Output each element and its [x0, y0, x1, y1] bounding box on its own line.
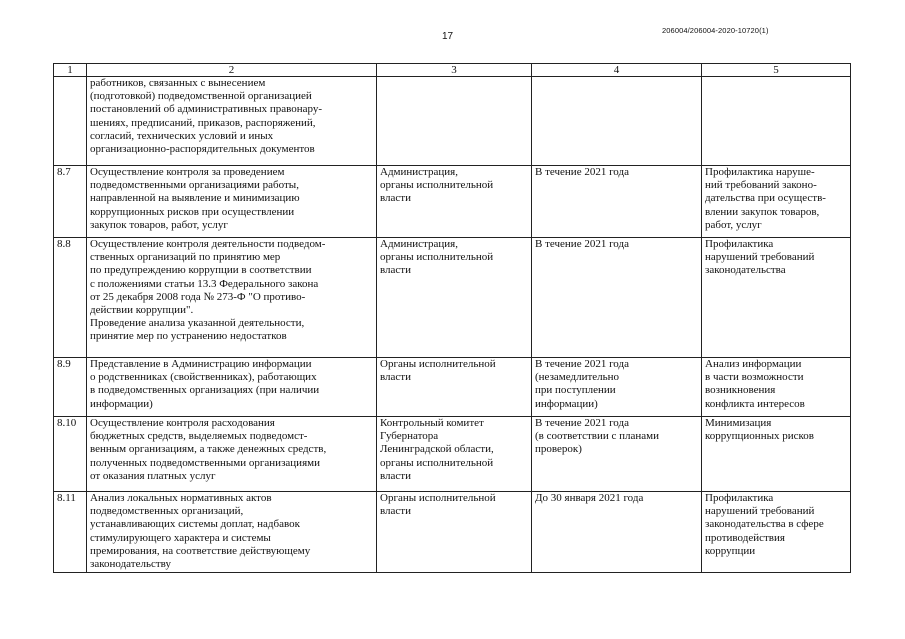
row-number: 8.7 [54, 166, 87, 238]
row-executor [377, 77, 532, 166]
row-action: Представление в Администрацию информации о родственниках (свойственниках), работающих в подведомственных организациях (при наличии информации) [87, 358, 377, 417]
row-result: Профилактика наруше- ний требований законо- дательства при осуществ- влении закупок товаров, работ, услуг [702, 166, 851, 238]
row-executor: Контрольный комитет Губернатора Ленинградской области, органы исполнительной власти [377, 417, 532, 492]
row-term: В течение 2021 года (незамедлительно при поступлении информации) [532, 358, 702, 417]
row-executor: Администрация, органы исполнительной власти [377, 238, 532, 358]
row-result: Минимизация коррупционных рисков [702, 417, 851, 492]
table-row [54, 492, 851, 573]
row-term: В течение 2021 года (в соответствии с планами проверок) [532, 417, 702, 492]
row-executor: Администрация, органы исполнительной власти [377, 166, 532, 238]
table-row [54, 77, 851, 166]
row-term: До 30 января 2021 года [532, 492, 702, 573]
measures-table [53, 63, 851, 573]
table-row [54, 417, 851, 492]
row-executor: Органы исполнительной власти [377, 492, 532, 573]
row-action: Осуществление контроля деятельности подведом- ственных организаций по принятию мер по предупреждению коррупции в соответствии с положениями статьи 13.3 Федерального закона от 25 декабря 2008 года № 273-Ф "О противо- действии коррупции". Проведение анализа указанной деятельности, принятие мер по устранению недостатков [87, 238, 377, 358]
table-row [54, 166, 851, 238]
row-action: Осуществление контроля за проведением подведомственными организациями работы, направленной на выявление и минимизацию коррупционных рисков при осуществлении закупок товаров, работ, услуг [87, 166, 377, 238]
row-term: В течение 2021 года [532, 238, 702, 358]
table-header-row [54, 64, 851, 77]
row-result: Профилактика нарушений требований законодательства в сфере противодействия коррупции [702, 492, 851, 573]
row-result [702, 77, 851, 166]
row-action: Осуществление контроля расходования бюджетных средств, выделяемых подведомст- венным организациям, а также денежных средств, полученных подведомственными организациями от оказания платных услуг [87, 417, 377, 492]
row-number: 8.9 [54, 358, 87, 417]
table-row [54, 238, 851, 358]
column-header: 2 [87, 64, 377, 77]
column-header: 4 [532, 64, 702, 77]
row-action: Анализ локальных нормативных актов подведомственных организаций, устанавливающих системы доплат, надбавок стимулирующего характера и системы премирования, на соответствие действующему законодательству [87, 492, 377, 573]
row-result: Анализ информации в части возможности возникновения конфликта интересов [702, 358, 851, 417]
row-action: работников, связанных с вынесением (подготовкой) подведомственной организацией постановлений об административных правонару- шениях, предписаний, приказов, распоряжений, согласий, технических условий и иных организационно-распорядительных документов [87, 77, 377, 166]
table-row [54, 358, 851, 417]
row-term [532, 77, 702, 166]
row-number: 8.10 [54, 417, 87, 492]
column-header: 3 [377, 64, 532, 77]
row-result: Профилактика нарушений требований законодательства [702, 238, 851, 358]
row-number [54, 77, 87, 166]
row-number: 8.8 [54, 238, 87, 358]
row-number: 8.11 [54, 492, 87, 573]
row-term: В течение 2021 года [532, 166, 702, 238]
page-number: 17 [442, 31, 454, 42]
column-header: 1 [54, 64, 87, 77]
row-executor: Органы исполнительной власти [377, 358, 532, 417]
document-code: 206004/206004-2020-10720(1) [662, 26, 769, 35]
column-header: 5 [702, 64, 851, 77]
